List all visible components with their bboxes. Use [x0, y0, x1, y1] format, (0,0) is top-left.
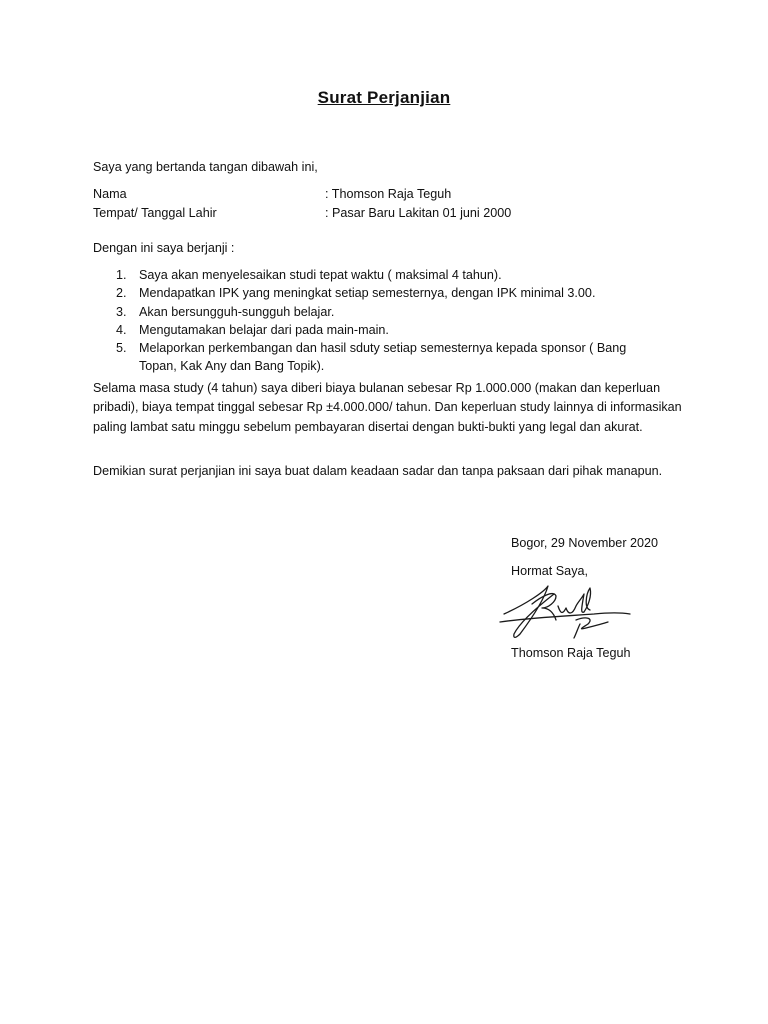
signature-stroke: [500, 613, 630, 622]
field-row-name: [93, 185, 683, 203]
place-date: Bogor, 29 November 2020: [511, 536, 659, 550]
paragraph-closing-statement: Demikian surat perjanjian ini saya buat dalam keadaan sadar dan tanpa paksaan dari pihak manapun.: [93, 464, 663, 478]
promise-text: Mendapatkan IPK yang meningkat setiap semesternya, dengan IPK minimal 3.00.: [139, 286, 596, 301]
promise-list: [93, 266, 653, 376]
promise-lead-text: Dengan ini saya berjanji :: [93, 241, 235, 255]
promise-number: 4.: [116, 322, 127, 337]
promise-item: [93, 339, 653, 376]
promise-text: Mengutamakan belajar dari pada main-main.: [139, 322, 389, 337]
field-value-name: : Thomson Raja Teguh: [325, 187, 452, 201]
field-label-name: Nama: [93, 187, 127, 201]
signature-stroke: [558, 588, 591, 613]
promise-item: [93, 266, 653, 284]
promise-item: [93, 284, 653, 302]
signature-stroke: [576, 618, 608, 629]
promise-number: 2.: [116, 286, 127, 301]
regards-text: Hormat Saya,: [511, 564, 588, 578]
document-title: Surat Perjanjian: [317, 88, 451, 107]
intro-text: Saya yang bertanda tangan dibawah ini,: [93, 160, 318, 174]
handwritten-signature: [496, 578, 636, 648]
promise-text: Melaporkan perkembangan dan hasil sduty setiap semesternya kepada sponsor ( Bang Topan, Kak Any dan Bang Topik).: [139, 341, 627, 374]
signature-stroke: [574, 624, 580, 638]
promise-number: 5.: [116, 341, 127, 356]
promise-text: Saya akan menyelesaikan studi tepat waktu ( maksimal 4 tahun).: [139, 268, 502, 282]
field-row-birth: [93, 204, 683, 222]
promise-item: [93, 321, 653, 339]
promise-number: 1.: [116, 268, 127, 282]
signature-stroke: [504, 586, 554, 637]
field-label-birth: Tempat/ Tanggal Lahir: [93, 206, 217, 220]
promise-number: 3.: [116, 304, 127, 319]
promise-item: [93, 303, 653, 321]
field-value-birth: : Pasar Baru Lakitan 01 juni 2000: [325, 206, 512, 220]
signatory-name: Thomson Raja Teguh: [511, 646, 631, 660]
paragraph-allowance: Selama masa study (4 tahun) saya diberi biaya bulanan sebesar Rp 1.000.000 (makan dan keperluan pribadi), biaya tempat tinggal sebesar Rp ±4.000.000/ tahun. Dan keperluan study lainnya di informasikan paling lambat satu minggu sebelum pembayaran disertai dengan bukti-bukti yang legal dan akurat.: [93, 381, 682, 434]
promise-text: Akan bersungguh-sungguh belajar.: [139, 304, 335, 319]
